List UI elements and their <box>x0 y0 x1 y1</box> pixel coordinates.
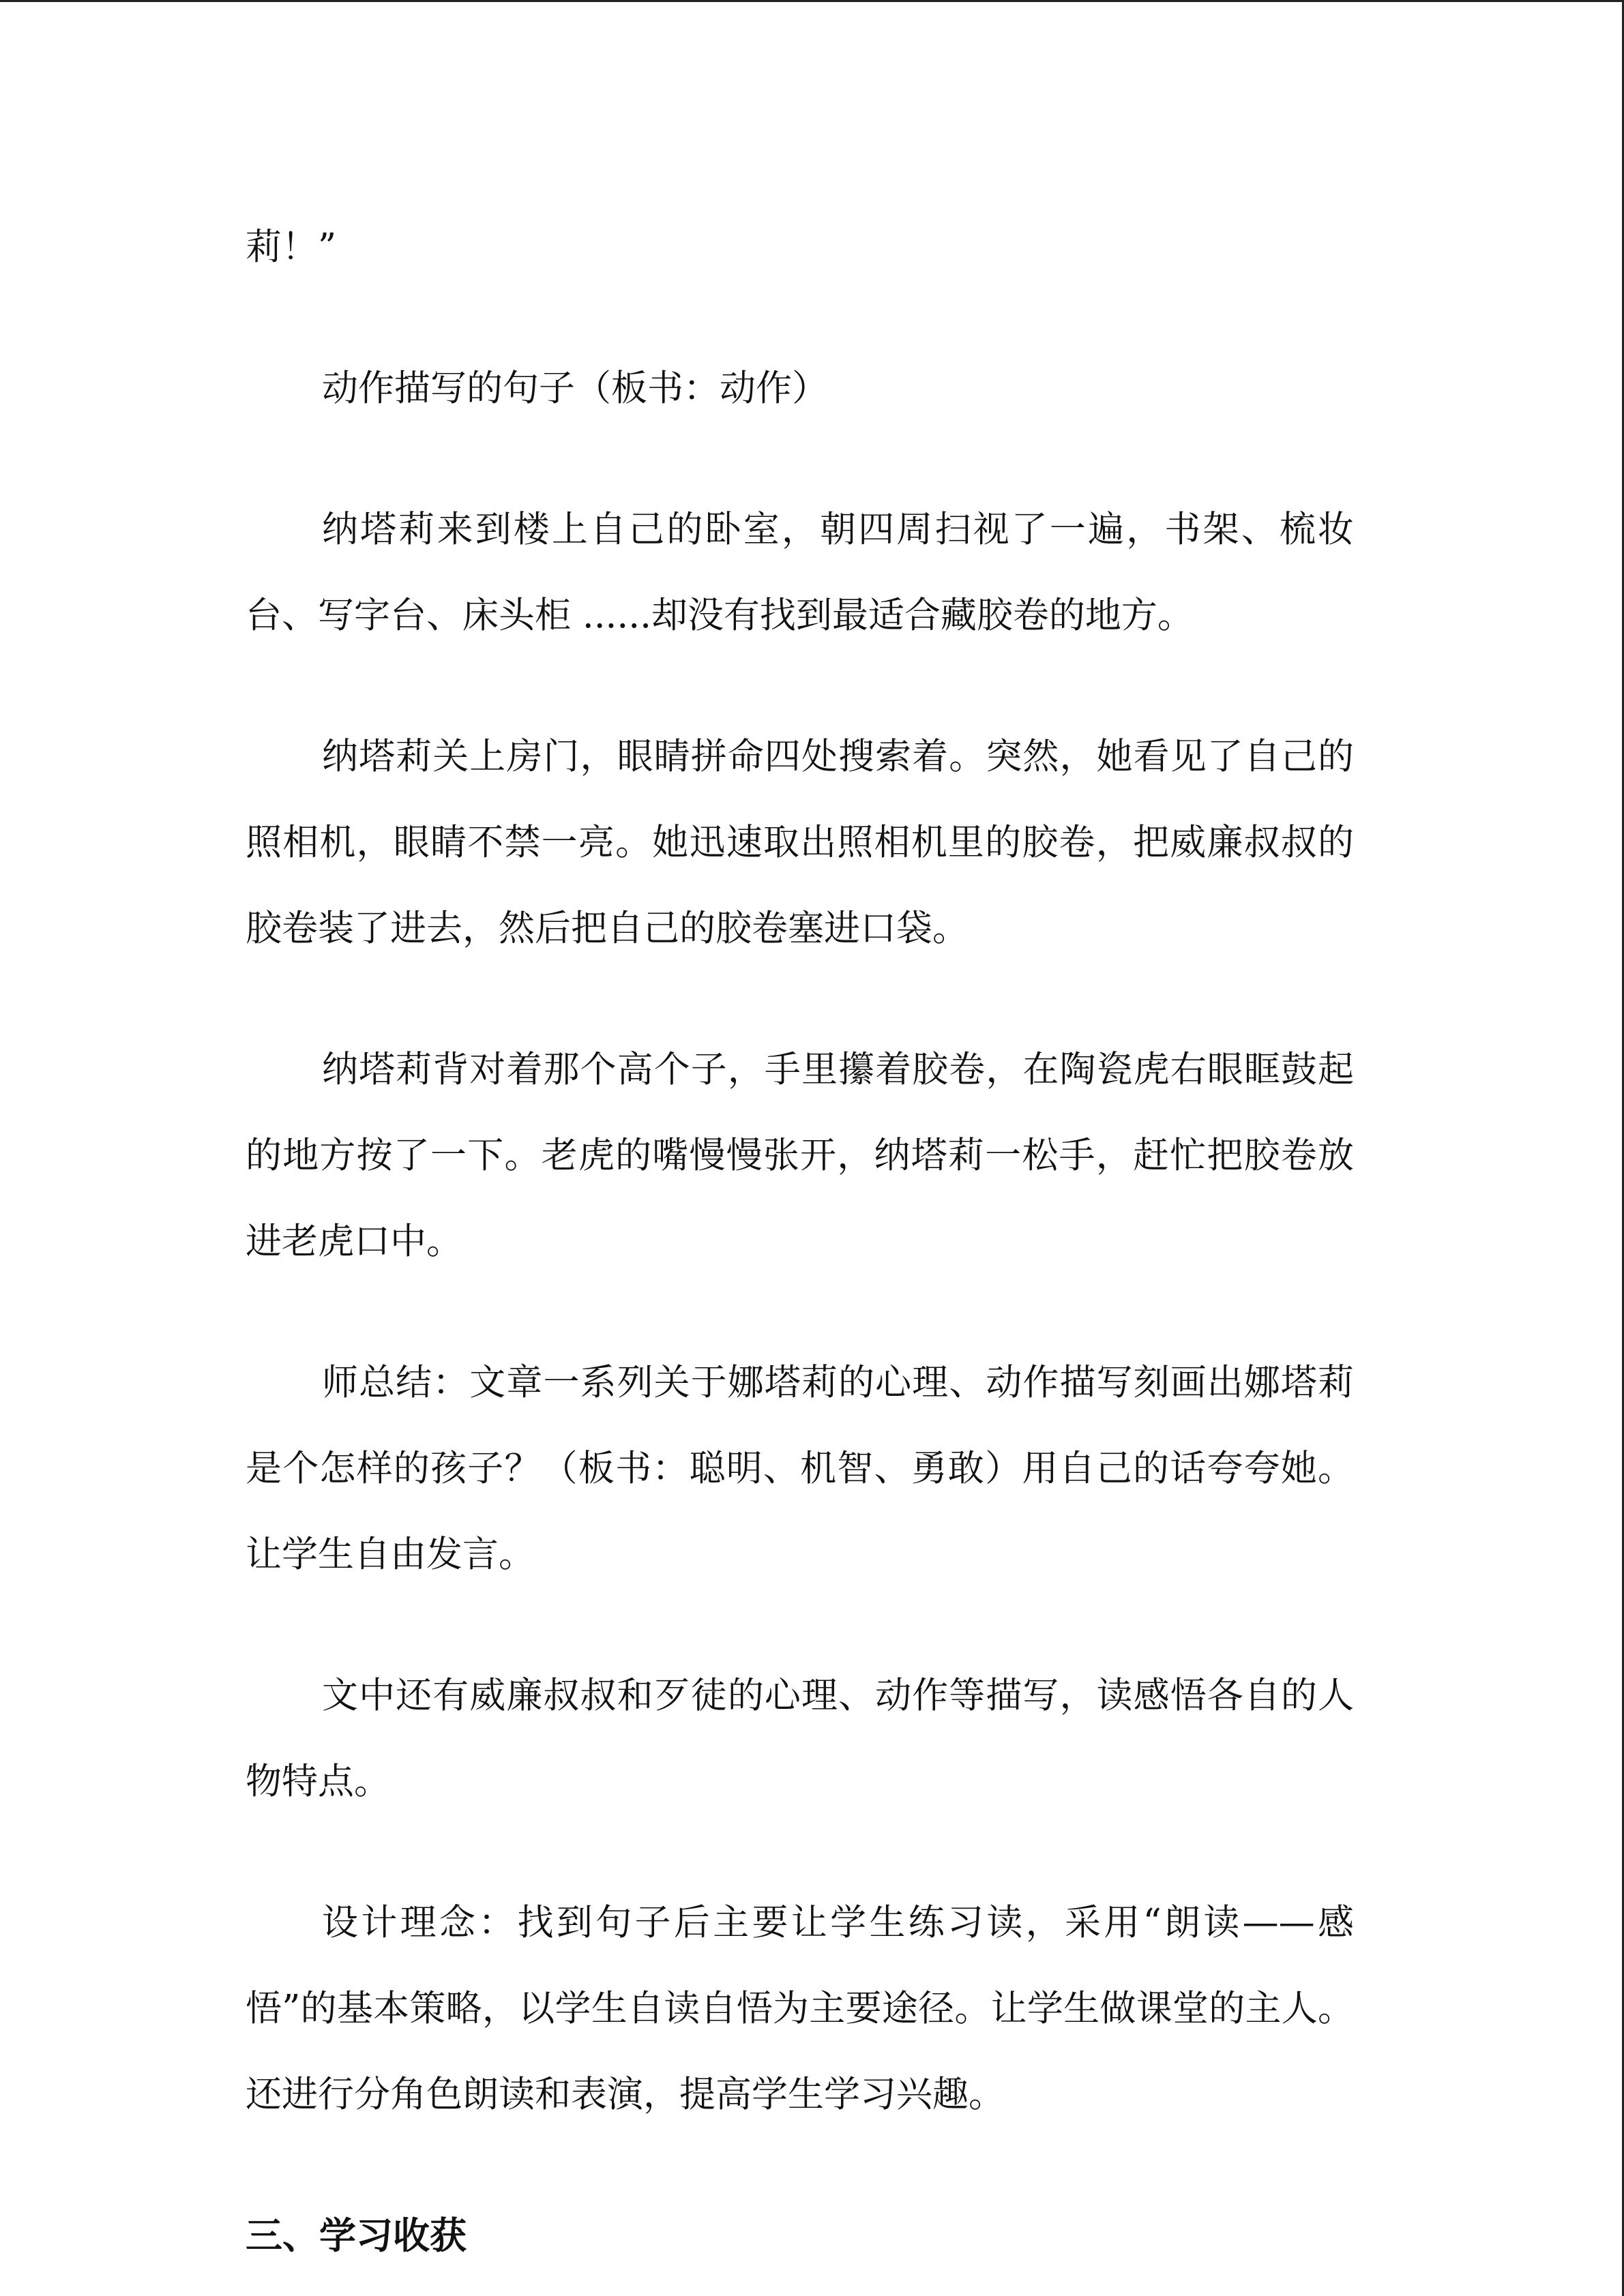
document-body <box>246 205 1354 2279</box>
paragraph-action-description-title: 动作描写的句子（板书：动作） <box>322 368 828 409</box>
paragraph-continuation: 莉！” <box>246 226 337 268</box>
paragraph-teacher-summary: 师总结：文章一系列关于娜塔莉的心理、动作描写刻画出娜塔莉是个怎样的孩子？（板书：聪明、机智、勇敢）用自己的话夸夸她。让学生自由发言。 <box>246 1362 1354 1575</box>
paragraph-other-characters: 文中还有威廉叔叔和歹徒的心理、动作等描写，读感悟各自的人物特点。 <box>246 1675 1354 1802</box>
section-heading-learning-gains: 三、学习收获 <box>246 2214 467 2257</box>
paragraph-design-concept: 设计理念：找到句子后主要让学生练习读，采用“朗读——感悟”的基本策略，以学生自读自悟为主要途径。让学生做课堂的主人。还进行分角色朗读和表演，提高学生学习兴趣。 <box>246 1902 1354 2115</box>
page-border-top <box>0 0 1624 2</box>
paragraph-camera-swap: 纳塔莉关上房门，眼睛拼命四处搜索着。突然，她看见了自己的照相机，眼睛不禁一亮。她迅速取出照相机里的胶卷，把威廉叔叔的胶卷装了进去，然后把自己的胶卷塞进口袋。 <box>246 736 1354 949</box>
paragraph-bedroom-search: 纳塔莉来到楼上自己的卧室，朝四周扫视了一遍，书架、梳妆台、写字台、床头柜 ......却没有找到最适合藏胶卷的地方。 <box>246 509 1354 636</box>
paragraph-ceramic-tiger: 纳塔莉背对着那个高个子，手里攥着胶卷，在陶瓷虎右眼眶鼓起的地方按了一下。老虎的嘴慢慢张开，纳塔莉一松手，赶忙把胶卷放进老虎口中。 <box>246 1049 1354 1262</box>
